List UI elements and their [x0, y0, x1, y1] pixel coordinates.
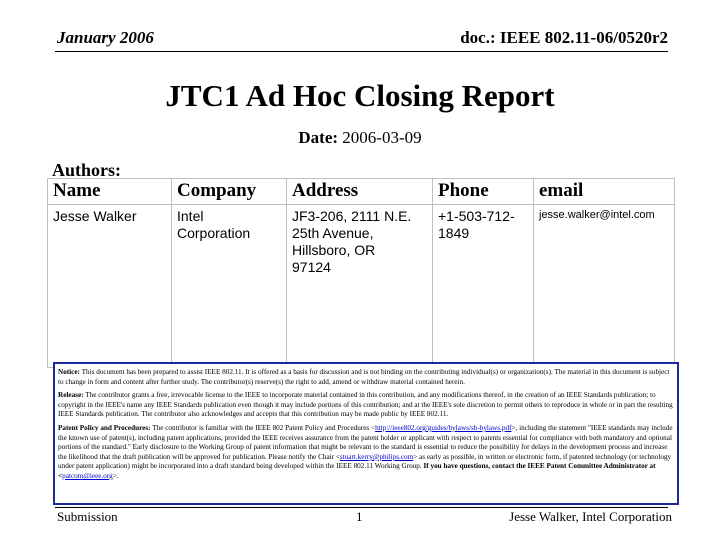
cell-address: [287, 205, 433, 368]
company-line: Intel: [177, 208, 204, 224]
date-label: Date:: [298, 128, 339, 147]
address-line: 25th Avenue,: [292, 225, 374, 241]
chair-email-link[interactable]: stuart.kerry@philips.com: [339, 452, 414, 461]
release-text: The contributor grants a free, irrevocable license to the IEEE to incorporate material contained in this contribution, and any modifications thereof, in the creation of an IEEE Standards publication; to copyright in the IEEE's name any IEEE Standards publication even though it may include portions of this contribution; and at the IEEE's sole discretion to permit others to reproduce in whole or in part the resulting IEEE Standards publication. The contributor also acknowledges and accepts that this contribution may be made public by IEEE 802.11.: [58, 391, 673, 419]
date-line: [0, 128, 720, 148]
patent-text: > as early as possible, in written or electronic form, if patented technology (or technology under patent application) might be incorporated into a draft standard being developed within the IEEE 802.11 Working Group.: [58, 452, 672, 471]
phone-line: 1849: [438, 225, 470, 241]
col-header-name: Name: [48, 179, 172, 205]
cell-company: [172, 205, 287, 368]
release-label: Release:: [58, 391, 84, 400]
notice-paragraph: [58, 368, 674, 387]
cell-name: [48, 205, 172, 368]
ieee-notice-box: [53, 362, 679, 505]
address-line: JF3-206, 2111 N.E.: [292, 208, 412, 224]
footer-divider: [55, 507, 668, 508]
col-header-address: Address: [287, 179, 433, 205]
authors-table-header: [48, 179, 675, 205]
table-row: [48, 205, 675, 368]
header-date: January 2006: [57, 28, 154, 47]
col-header-phone: Phone: [433, 179, 534, 205]
admin-email-link[interactable]: patcom@ieee.org: [62, 471, 113, 480]
slide-title: JTC1 Ad Hoc Closing Report: [165, 78, 555, 113]
footer-author: Jesse Walker, Intel Corporation: [509, 509, 672, 524]
release-paragraph: [58, 391, 674, 420]
header-divider: [55, 51, 668, 52]
patent-policy-link[interactable]: http://ieee802.org/guides/bylaws/sb-bylaws.pdf: [375, 423, 512, 432]
author-name: Jesse Walker: [53, 208, 137, 224]
authors-table: [47, 178, 675, 368]
patent-text: >, including the statement "IEEE standards may include the known use of patent(s), including patent applications, provided the IEEE receives assurance from the patent holder or applicant with respect to patents essential for compliance with both mandatory and optional portions of the standard." Early disclosure to the Working Group of patent information that might be relevant to the standard is essential to reduce the possibility for delays in the development process and increase the likelihood that the draft publication will be approved for publication. Please notify the Chair <: [58, 423, 673, 461]
company-line: Corporation: [177, 225, 251, 241]
patent-paragraph: [58, 424, 674, 482]
patent-contact-text: If you have questions, contact the IEEE Patent Committee Administrator at <: [58, 462, 656, 480]
date-value: 2006-03-09: [342, 128, 422, 147]
patent-label: Patent Policy and Procedures:: [58, 423, 151, 432]
footer-page-number: 1: [356, 509, 363, 524]
address-line: Hillsboro, OR: [292, 242, 376, 258]
col-header-company: Company: [172, 179, 287, 205]
notice-text: This document has been prepared to assist IEEE 802.11. It is offered as a basis for discussion and is not binding on the contributing individual(s) or organization(s). The material in this document is subject to change in form and content after further study. The contributor(s) reserve(s) the right to add, amend or withdraw material contained herein.: [58, 368, 670, 386]
patent-text: The contributor is familiar with the IEEE 802 Patent Policy and Procedures <: [152, 423, 376, 432]
patent-text: >.: [112, 471, 119, 480]
address-line: 97124: [292, 259, 331, 275]
cell-email: [534, 205, 675, 368]
cell-phone: [433, 205, 534, 368]
header-doc-id: doc.: IEEE 802.11-06/0520r2: [460, 28, 668, 47]
col-header-email: email: [534, 179, 675, 205]
notice-label: Notice:: [58, 368, 80, 376]
author-email: jesse.walker@intel.com: [539, 209, 655, 221]
phone-line: +1-503-712-: [438, 208, 515, 224]
authors-label: Authors:: [52, 160, 122, 180]
footer-submission: Submission: [57, 509, 118, 524]
